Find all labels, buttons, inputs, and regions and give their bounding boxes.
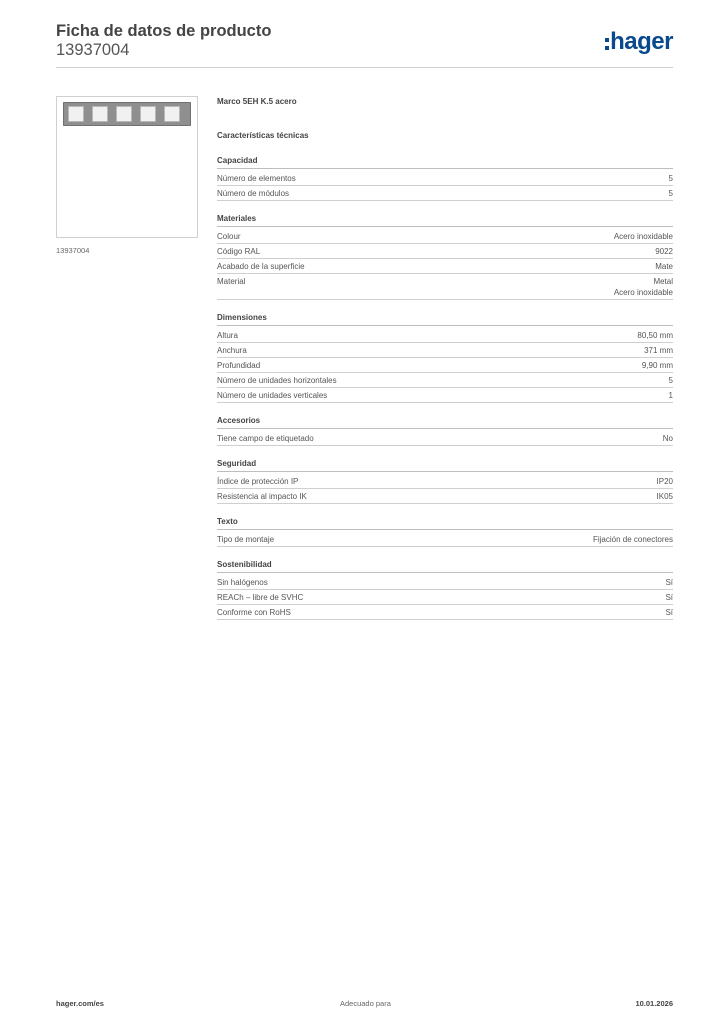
- spec-section: [217, 458, 673, 504]
- spec-row: [217, 605, 673, 620]
- section-title: Sostenibilidad: [217, 559, 673, 573]
- spec-value: IK05: [656, 492, 673, 501]
- header-divider: [56, 67, 673, 68]
- technical-characteristics-title: Características técnicas: [217, 131, 309, 140]
- section-title: Accesorios: [217, 415, 673, 429]
- section-title: Seguridad: [217, 458, 673, 472]
- spec-row: [217, 328, 673, 343]
- spec-value: Sí: [665, 608, 673, 617]
- page-header: [56, 22, 673, 68]
- spec-value: 9022: [655, 247, 673, 256]
- spec-value: 80,50 mm: [637, 331, 673, 340]
- spec-section: [217, 559, 673, 620]
- spec-row: [217, 343, 673, 358]
- spec-value: 371 mm: [644, 346, 673, 355]
- spec-row: [217, 575, 673, 590]
- spec-value: Metal Acero inoxidable: [613, 277, 673, 297]
- spec-section: [217, 155, 673, 201]
- product-name: Marco 5EH K.5 acero: [217, 97, 297, 106]
- spec-value: 1: [668, 391, 673, 400]
- spec-row: [217, 431, 673, 446]
- spec-label: Colour: [217, 232, 241, 241]
- spec-label: Anchura: [217, 346, 247, 355]
- product-image: [56, 96, 198, 238]
- spec-row: [217, 388, 673, 403]
- spec-section: [217, 213, 673, 300]
- spec-value: 5: [668, 376, 673, 385]
- spec-label: Conforme con RoHS: [217, 608, 291, 617]
- spec-content: [217, 95, 673, 620]
- spec-row: [217, 373, 673, 388]
- section-title: Materiales: [217, 213, 673, 227]
- spec-label: Profundidad: [217, 361, 261, 370]
- spec-value: Sí: [665, 578, 673, 587]
- spec-label: Resistencia al impacto IK: [217, 492, 307, 501]
- frame-illustration: [63, 102, 191, 126]
- spec-sections: [217, 155, 673, 620]
- spec-row: [217, 474, 673, 489]
- spec-value: No: [662, 434, 673, 443]
- hager-logo: [605, 30, 673, 54]
- logo-dots-icon: [605, 38, 609, 50]
- spec-row: [217, 489, 673, 504]
- spec-label: Tipo de montaje: [217, 535, 275, 544]
- spec-label: Sin halógenos: [217, 578, 268, 587]
- spec-section: [217, 312, 673, 403]
- section-title: Dimensiones: [217, 312, 673, 326]
- spec-value: Fijación de conectores: [592, 535, 673, 544]
- spec-row: [217, 244, 673, 259]
- product-code: 13937004: [56, 41, 130, 59]
- spec-label: Material: [217, 277, 246, 286]
- spec-row: [217, 186, 673, 201]
- spec-row: [217, 590, 673, 605]
- spec-row: [217, 274, 673, 300]
- spec-label: Código RAL: [217, 247, 261, 256]
- logo-text: hager: [610, 28, 673, 55]
- spec-row: [217, 229, 673, 244]
- spec-label: Número de unidades horizontales: [217, 376, 337, 385]
- spec-value: IP20: [656, 477, 673, 486]
- image-caption: 13937004: [56, 246, 90, 255]
- spec-row: [217, 358, 673, 373]
- spec-row: [217, 259, 673, 274]
- spec-label: Número de módulos: [217, 189, 290, 198]
- spec-label: Índice de protección IP: [217, 477, 299, 486]
- spec-label: Número de unidades verticales: [217, 391, 328, 400]
- spec-section: [217, 516, 673, 547]
- footer-date: 10.01.2026: [635, 999, 673, 1008]
- spec-label: Acabado de la superficie: [217, 262, 305, 271]
- spec-row: [217, 532, 673, 547]
- spec-value: 9,90 mm: [641, 361, 673, 370]
- spec-label: REACh – libre de SVHC: [217, 593, 304, 602]
- spec-row: [217, 171, 673, 186]
- footer-suitable-for: Adecuado para: [340, 999, 391, 1008]
- spec-value: Mate: [655, 262, 673, 271]
- spec-label: Altura: [217, 331, 238, 340]
- spec-value: 5: [668, 174, 673, 183]
- spec-label: Número de elementos: [217, 174, 296, 183]
- spec-value: Acero inoxidable: [613, 232, 673, 241]
- footer-website: hager.com/es: [56, 999, 104, 1008]
- section-title: Capacidad: [217, 155, 673, 169]
- spec-label: Tiene campo de etiquetado: [217, 434, 314, 443]
- spec-value: Sí: [665, 593, 673, 602]
- spec-section: [217, 415, 673, 446]
- document-title: Ficha de datos de producto: [56, 22, 272, 40]
- section-title: Texto: [217, 516, 673, 530]
- spec-value: 5: [668, 189, 673, 198]
